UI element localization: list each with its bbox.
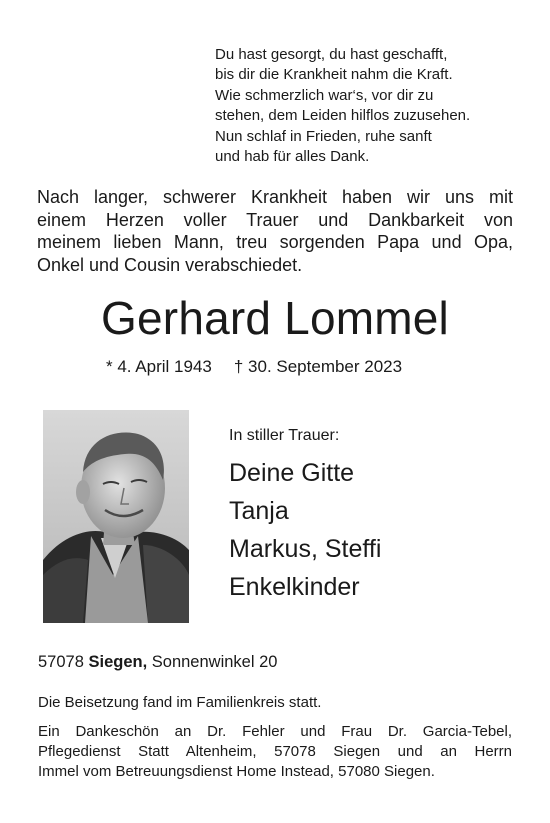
mourning-intro: In stiller Trauer: — [229, 427, 340, 444]
address-street: Sonnenwinkel 20 — [151, 653, 278, 671]
address-postcode: 57078 — [38, 653, 84, 671]
mourners-list — [229, 454, 381, 606]
mourner-name: Tanja — [229, 497, 289, 525]
portrait-image — [43, 410, 189, 623]
thanks-line: Ein Dankeschön an Dr. Fehler und Frau Dr. Garcia-Tebel, — [38, 723, 512, 740]
funeral-note: Die Beisetzung fand im Familienkreis statt. — [38, 694, 322, 711]
deceased-name: Gerhard Lommel — [101, 292, 449, 344]
birth-date: * 4. April 1943 — [106, 357, 212, 376]
poem-line: stehen, dem Leiden hilflos zuzusehen. — [215, 107, 471, 125]
thanks-line: Pflegedienst Statt Altenheim, 57078 Siegen und an Herrn — [38, 743, 512, 760]
poem-line: bis dir die Krankheit nahm die Kraft. — [215, 66, 453, 84]
address — [38, 651, 277, 673]
poem-line: Wie schmerzlich war‘s, vor dir zu — [215, 86, 434, 104]
life-dates — [106, 356, 402, 378]
death-date: † 30. September 2023 — [233, 357, 403, 376]
intro-text — [37, 186, 513, 276]
thanks-line: Immel vom Betreuungsdienst Home Instead, 57080 Siegen. — [38, 763, 435, 780]
intro-line: Onkel und Cousin verabschiedet. — [37, 254, 303, 275]
poem-line: Nun schlaf in Frieden, ruhe sanft — [215, 127, 432, 145]
poem — [215, 45, 470, 167]
intro-line: meinem lieben Mann, treu sorgenden Papa und Opa, — [37, 232, 513, 252]
intro-line: einem Herzen voller Trauer und Dankbarkeit von — [37, 209, 513, 230]
portrait-photo — [43, 410, 189, 623]
mourner-name: Markus, Steffi — [229, 535, 382, 563]
mourner-name: Enkelkinder — [229, 573, 360, 601]
mourner-name: Deine Gitte — [229, 459, 355, 487]
thanks-note — [38, 722, 512, 782]
intro-line: Nach langer, schwerer Krankheit haben wir uns mit — [37, 187, 513, 207]
address-city: Siegen, — [88, 653, 148, 671]
poem-line: Du hast gesorgt, du hast geschafft, — [215, 46, 448, 63]
poem-line: und hab für alles Dank. — [215, 148, 370, 166]
